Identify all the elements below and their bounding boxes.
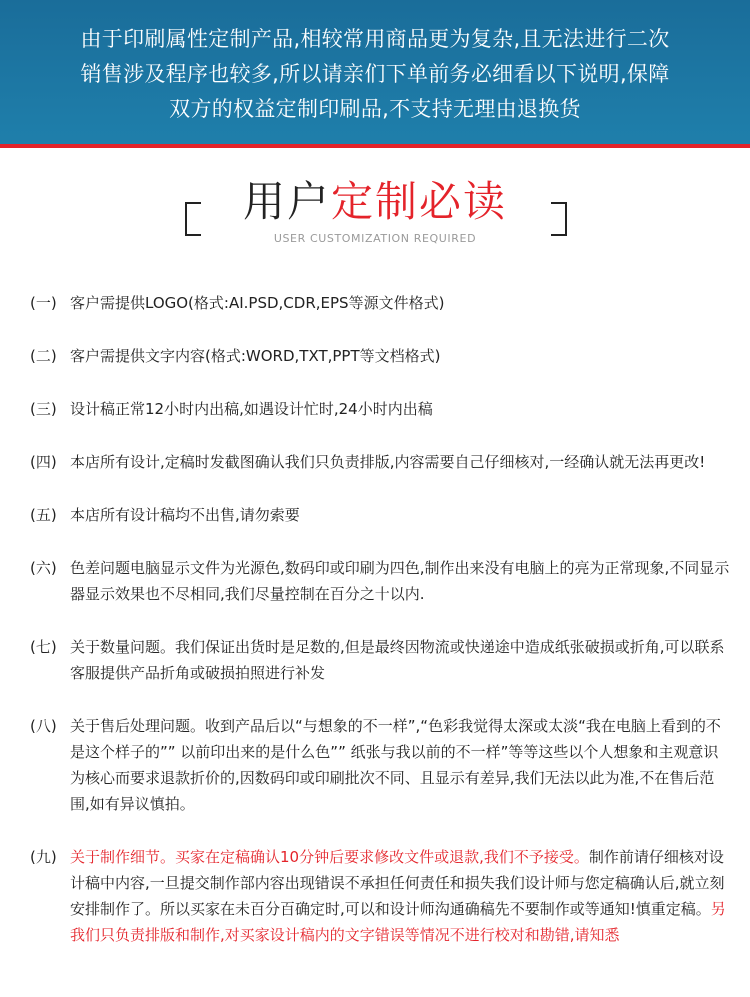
item-black-text: 制作前请仔细核对设计稿中内容,一旦提交制作部内容出现错误不承担任何责任和损失我们设计师与您定稿确认后,就立刻安排制作了。所以买家在未百分百确定时,可以和设计师沟通确稿先不要制作或等通知!慎重定稿。 xyxy=(70,848,725,918)
list-item xyxy=(30,502,730,528)
title-red-part: 定制必读 xyxy=(331,177,508,226)
section-heading xyxy=(0,168,750,258)
banner-red-stripe xyxy=(0,144,750,148)
item-number: (六) xyxy=(30,559,57,577)
notice-banner xyxy=(0,0,750,144)
item-number: (一) xyxy=(30,294,57,312)
notice-list xyxy=(30,290,730,948)
banner-line-3: 双方的权益定制印刷品,不支持无理由退换货 xyxy=(169,97,581,121)
item-text: 关于数量问题。我们保证出货时是足数的,但是最终因物流或快递途中造成纸张破损或折角,可以联系客服提供产品折角或破损拍照进行补发 xyxy=(70,638,725,682)
item-text: 本店所有设计稿均不出售,请勿索要 xyxy=(70,506,300,524)
item-red-text: 关于制作细节。买家在定稿确认10分钟后要求修改文件或退款,我们不予接受。 xyxy=(70,848,589,866)
item-number: (九) xyxy=(30,848,57,866)
title-black-part: 用户 xyxy=(242,177,331,226)
list-item xyxy=(30,713,730,817)
list-item xyxy=(30,290,730,316)
list-item xyxy=(30,555,730,607)
list-item xyxy=(30,343,730,369)
banner-line-1: 由于印刷属性定制产品,相较常用商品更为复杂,且无法进行二次 xyxy=(80,27,670,51)
list-item xyxy=(30,844,730,948)
item-number: (八) xyxy=(30,717,57,735)
item-text: 客户需提供文字内容(格式:WORD,TXT,PPT等文档格式) xyxy=(70,347,441,365)
item-text: 本店所有设计,定稿时发截图确认我们只负责排版,内容需要自己仔细核对,一经确认就无法再更改! xyxy=(70,453,706,471)
item-number: (二) xyxy=(30,347,57,365)
list-item xyxy=(30,449,730,475)
list-item xyxy=(30,634,730,686)
item-text: 色差问题电脑显示文件为光源色,数码印或印刷为四色,制作出来没有电脑上的亮为正常现象,不同显示器显示效果也不尽相同,我们尽量控制在百分之十以内. xyxy=(70,559,730,603)
item-red-text-2: 另我们只负责排版和制作,对买家设计稿内的文字错误等情况不进行校对和勘错,请知悉 xyxy=(70,900,726,944)
item-text xyxy=(70,844,730,948)
page-title xyxy=(0,176,750,228)
item-text: 客户需提供LOGO(格式:AI.PSD,CDR,EPS等源文件格式) xyxy=(70,294,445,312)
item-number: (三) xyxy=(30,400,57,418)
item-number: (五) xyxy=(30,506,57,524)
list-item xyxy=(30,396,730,422)
banner-line-2: 销售涉及程序也较多,所以请亲们下单前务必细看以下说明,保障 xyxy=(80,62,670,86)
item-text: 设计稿正常12小时内出稿,如遇设计忙时,24小时内出稿 xyxy=(70,400,433,418)
item-number: (七) xyxy=(30,638,57,656)
item-text: 关于售后处理问题。收到产品后以“与想象的不一样”,“色彩我觉得太深或太淡“我在电脑上看到的不是这个样子的”” 以前印出来的是什么色”” 纸张与我以前的不一样”等等这些以个人想象和主观意识为核心而要求退款折价的,因数码印或印刷批次不同、且显示有差异,我们无法以此为准,不在售后范围,如有异议慎拍。 xyxy=(70,717,721,813)
page-subtitle: USER CUSTOMIZATION REQUIRED xyxy=(273,232,477,245)
item-number: (四) xyxy=(30,453,57,471)
